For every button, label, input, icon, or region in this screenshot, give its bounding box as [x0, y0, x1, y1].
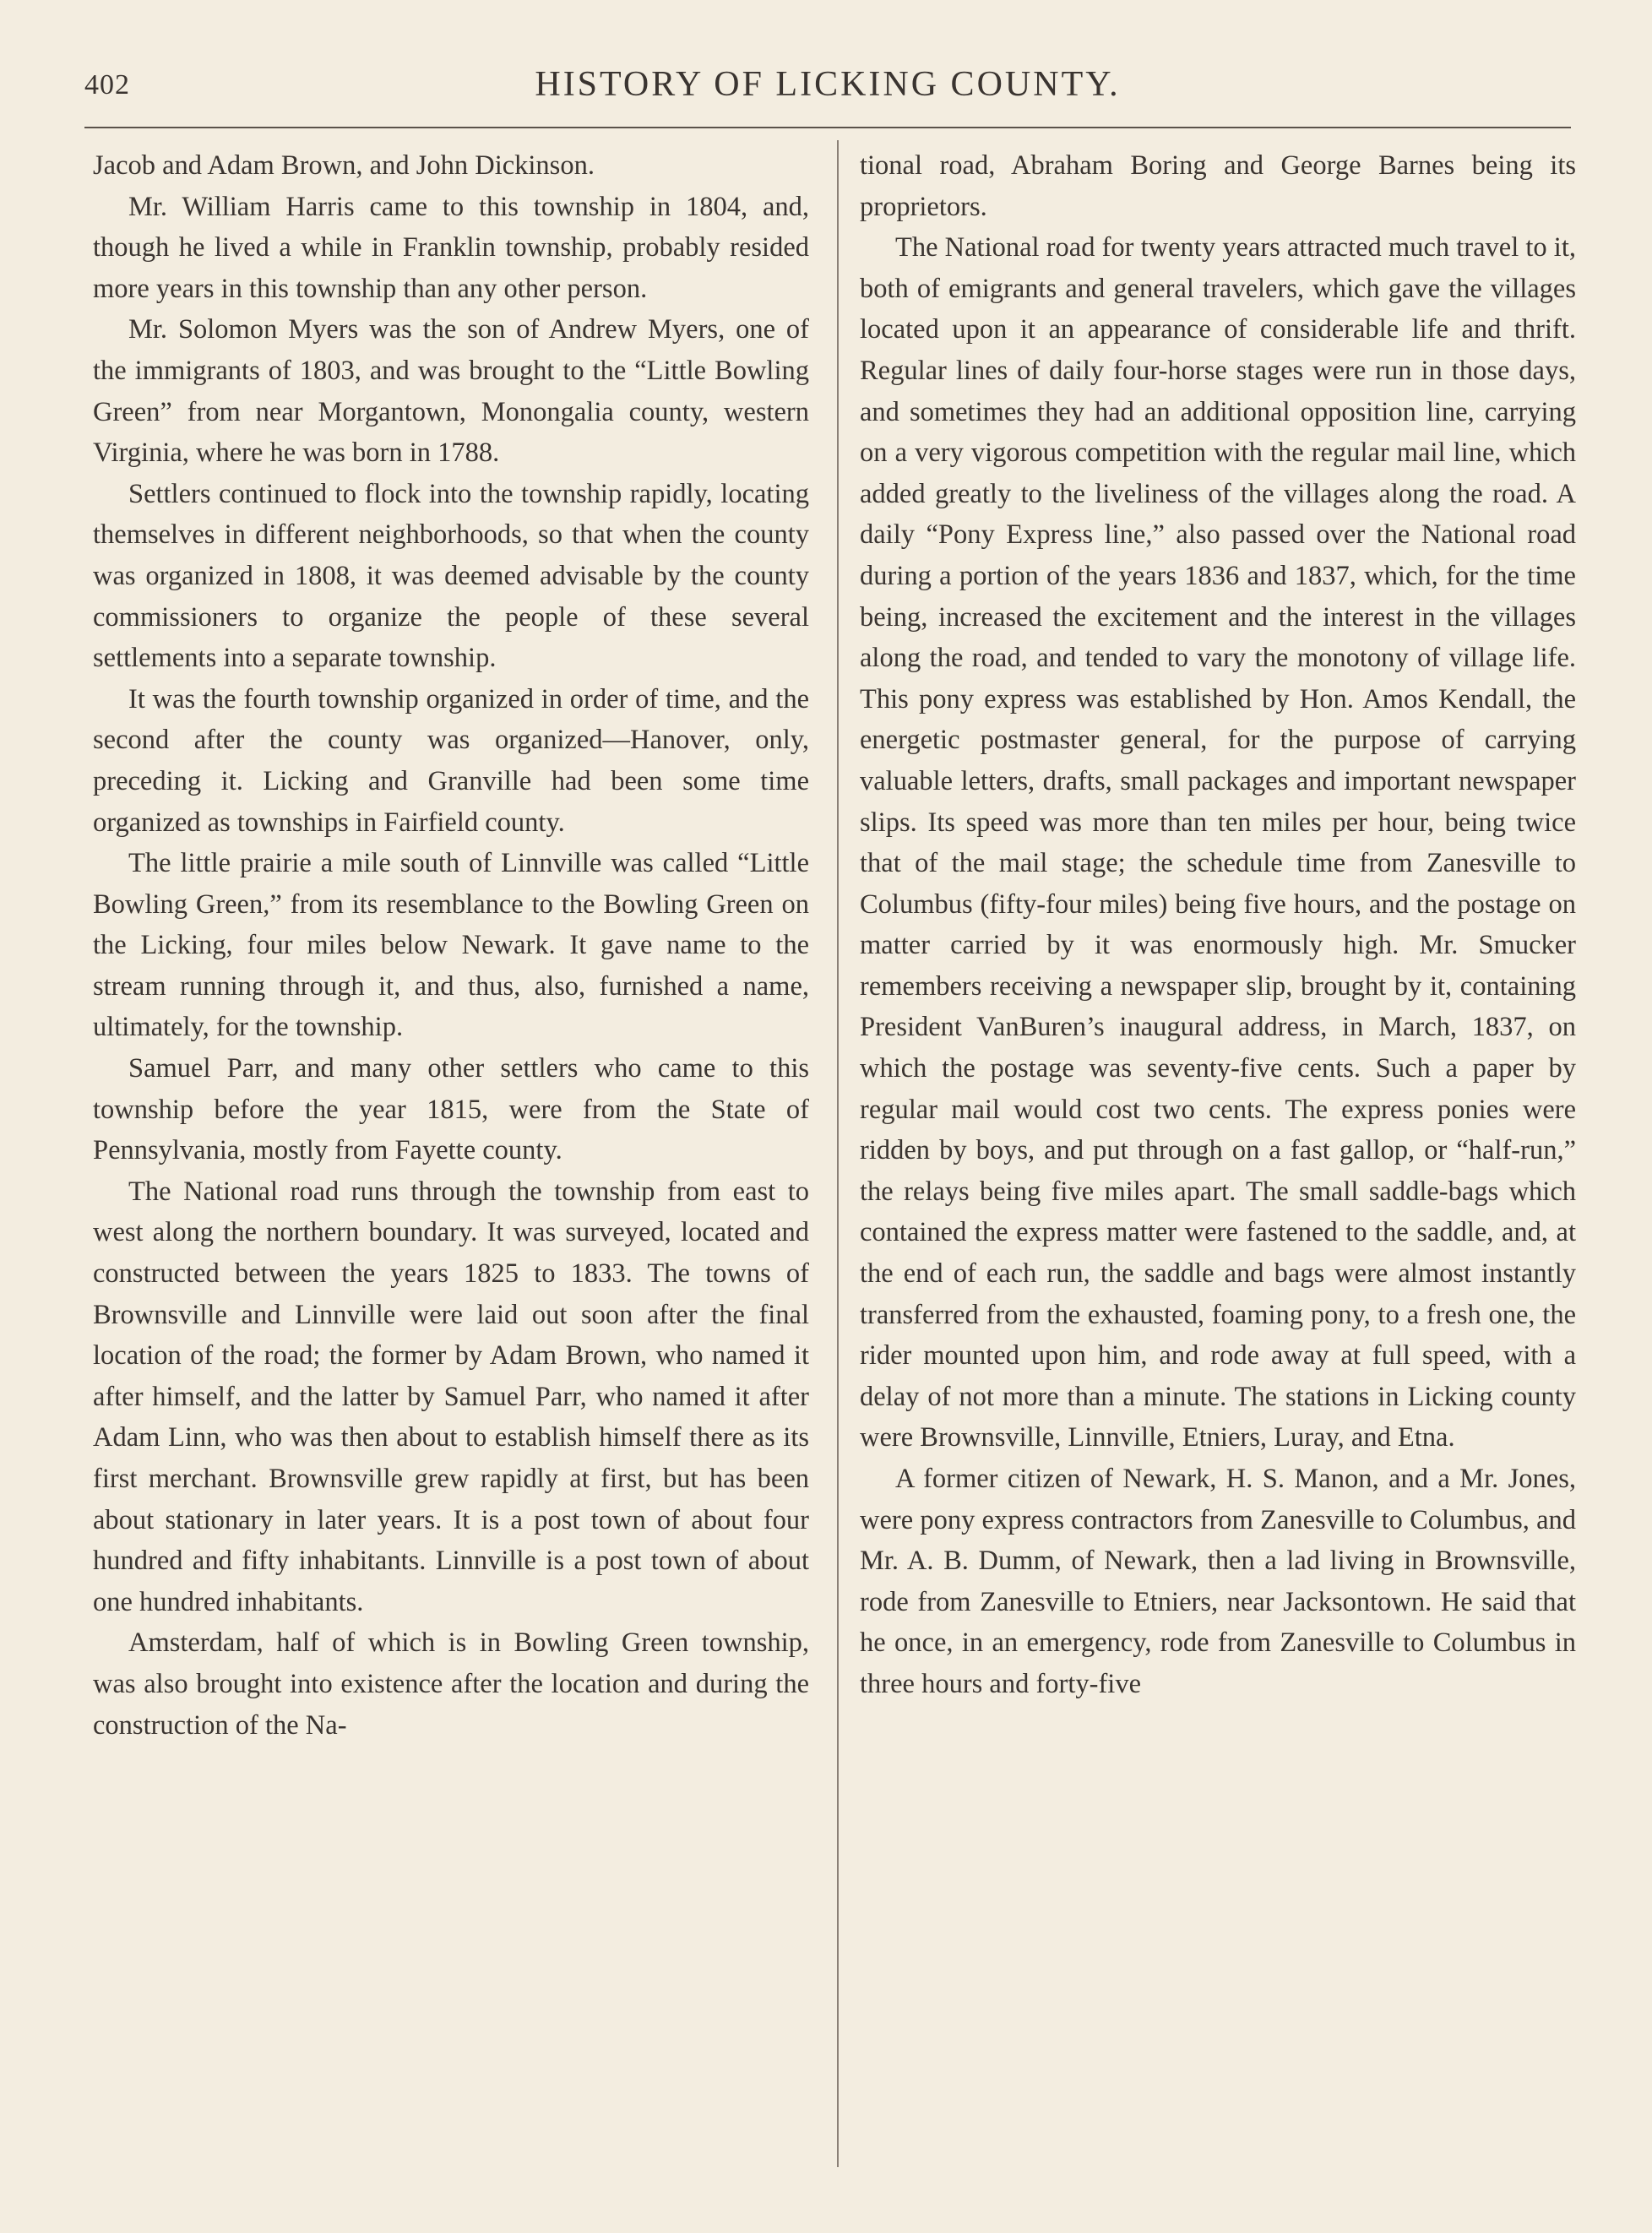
page-number: 402 — [84, 69, 130, 101]
paragraph: A former citizen of Newark, H. S. Manon, and a Mr. Jones, were pony express contractors from Zanesville to Columbus, and Mr. A. B. Dumm, of Newark, then a lad living in Brownsville, rode from Zanesville to Etniers, near Jacksontown. He said that he once, in an emergency, rode from Zanesville to Columbus in three hours and forty-five — [860, 1464, 1576, 1699]
paragraph: The little prairie a mile south of Linnville was called “Little Bowling Green,” from its resemblance to the Bowling Green on the Licking, four miles below Newark. It gave name to the stream running through it, and thus, also, furnished a name, ultimately, for the township. — [93, 848, 809, 1043]
paragraph: Samuel Parr, and many other settlers who came to this township before the year 1815, were from the State of Pennsylvania, mostly from Fayette county. — [93, 1053, 809, 1166]
paragraph: Mr. Solomon Myers was the son of Andrew Myers, one of the immigrants of 1803, and was brought to the “Little Bowling Green” from near Morgantown, Monongalia county, western Virginia, where he was born in 1788. — [93, 314, 809, 469]
paragraph: tional road, Abraham Boring and George Barnes being its proprietors. — [860, 150, 1576, 222]
paragraph: Settlers continued to flock into the township rapidly, locating themselves in different neighborhoods, so that when the county was organized in 1808, it was deemed advisable by the county commissioners to organize the people of these several settlements into a separate township. — [93, 478, 809, 674]
column-divider — [837, 140, 839, 2167]
right-column — [860, 145, 1576, 1705]
paragraph: Jacob and Adam Brown, and John Dickinson. — [93, 150, 595, 181]
paragraph: Amsterdam, half of which is in Bowling Green township, was also brought into existence after the location and during the construction of the Na- — [93, 1627, 809, 1741]
page-header — [84, 64, 1571, 115]
running-title: HISTORY OF LICKING COUNTY. — [535, 65, 1121, 104]
paragraph: It was the fourth township organized in order of time, and the second after the county was organized—Hanover, only, preceding it. Licking and Granville had been some time organized as townships in Fairfield county. — [93, 683, 809, 838]
left-column — [93, 145, 809, 1746]
paragraph: The National road runs through the township from east to west along the northern boundary. It was surveyed, located and constructed between the years 1825 to 1833. The towns of Brownsville and Linnville were laid out soon after the final location of the road; the former by Adam Brown, who named it after himself, and the latter by Samuel Parr, who named it after Adam Linn, who was then about to establish himself there as its first merchant. Brownsville grew rapidly at first, but has been about stationary in later years. It is a post town of about four hundred and fifty inhabitants. Linnville is a post town of about one hundred inhabitants. — [93, 1176, 809, 1617]
paragraph: Mr. William Harris came to this township in 1804, and, though he lived a while in Franklin township, probably resided more years in this township than any other person. — [93, 191, 809, 304]
header-rule — [84, 127, 1571, 128]
paragraph: The National road for twenty years attracted much travel to it, both of emigrants and general travelers, which gave the villages located upon it an appearance of considerable life and thrift. Regular lines of daily four-horse stages were run in those days, and sometimes they had an additional opposition line, carrying on a very vigorous competition with the regular mail line, which added greatly to the liveliness of the villages along the road. A daily “Pony Express line,” also passed over the National road during a portion of the years 1836 and 1837, which, for the time being, increased the excitement and the interest in the villages along the road, and tended to vary the monotony of village life. This pony express was established by Hon. Amos Kendall, the energetic postmaster general, for the purpose of carrying valuable letters, drafts, small packages and important newspaper slips. Its speed was more than ten miles per hour, being twice that of the mail stage; the schedule time from Zanesville to Columbus (fifty-four miles) being five hours, and the postage on matter carried by it was enormously high. Mr. Smucker remembers receiving a newspaper slip, brought by it, containing President VanBuren’s inaugural address, in March, 1837, on which the postage was seventy-five cents. Such a paper by regular mail would cost two cents. The express ponies were ridden by boys, and put through on a fast gallop, or “half-run,” the relays being five miles apart. The small saddle-bags which contained the express matter were fastened to the saddle, and, at the end of each run, the saddle and bags were almost instantly transferred from the exhausted, foaming pony, to a fresh one, the rider mounted upon him, and rode away at full speed, with a delay of not more than a minute. The stations in Licking county were Brownsville, Linnville, Etniers, Luray, and Etna. — [860, 232, 1576, 1453]
